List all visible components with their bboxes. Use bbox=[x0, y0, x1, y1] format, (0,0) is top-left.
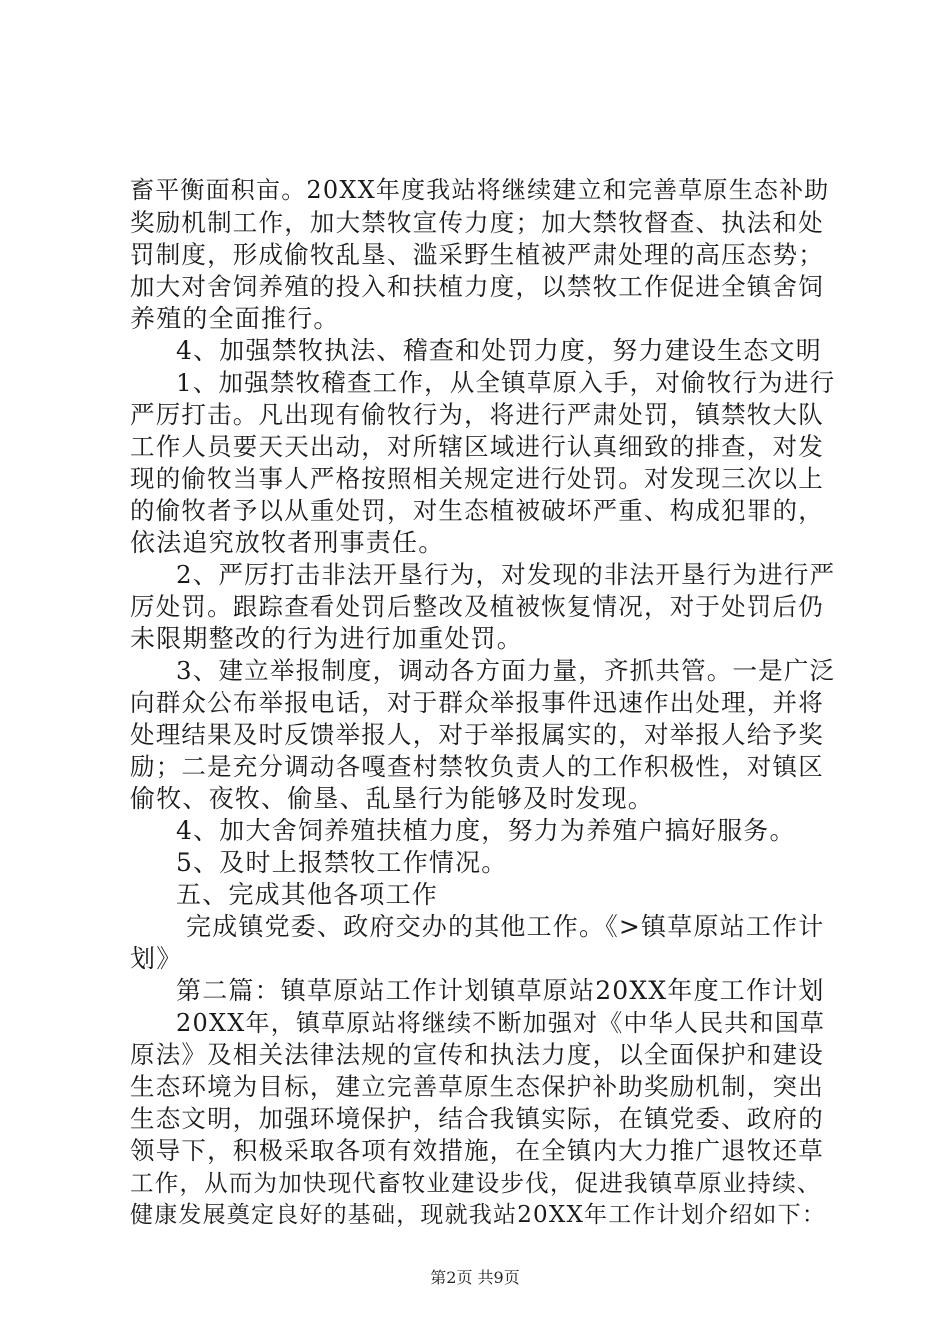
text-line: 工作人员要天天出动，对所辖区域进行认真细致的排查，对发 bbox=[130, 432, 824, 461]
section-heading: 4、加强禁牧执法、稽查和处罚力度，努力建设生态文明 bbox=[176, 336, 822, 365]
page-number: 第2页 共9页 bbox=[430, 1268, 520, 1287]
text-line: 励；二是充分调动各嘎查村禁牧负责人的工作积极性，对镇区 bbox=[130, 752, 824, 781]
text-line: 向群众公布举报电话，对于群众举报事件迅速作出处理，并将 bbox=[130, 688, 824, 717]
text-line: 生态环境为目标，建立完善草原生态保护补助奖励机制，突出 bbox=[130, 1072, 824, 1101]
text-line: 领导下，积极采取各项有效措施，在全镇内大力推广退牧还草 bbox=[130, 1136, 824, 1165]
text-line: 原法》及相关法律法规的宣传和执法力度，以全面保护和建设 bbox=[130, 1040, 824, 1069]
text-line: 完成镇党委、政府交办的其他工作。《>镇草原站工作计 bbox=[186, 912, 825, 941]
text-line: 20XX年，镇草原站将继续不断加强对《中华人民共和国草 bbox=[176, 1009, 826, 1037]
text-line: 未限期整改的行为进行加重处罚。 bbox=[130, 624, 524, 653]
text-line: 奖励机制工作，加大禁牧宣传力度；加大禁牧督查、执法和处 bbox=[130, 208, 824, 237]
text-line: 加大对舍饲养殖的投入和扶植力度，以禁牧工作促进全镇舍饲 bbox=[130, 272, 824, 301]
text-line: 依法追究放牧者刑事责任。 bbox=[130, 528, 445, 557]
text-line: 厉处罚。跟踪查看处罚后整改及植被恢复情况，对于处罚后仍 bbox=[130, 592, 824, 621]
text-line: 养殖的全面推行。 bbox=[130, 304, 340, 333]
text-line: 1、加强禁牧稽查工作，从全镇草原入手，对偷牧行为进行 bbox=[176, 368, 836, 397]
chapter-heading: 第二篇：镇草原站工作计划镇草原站20XX年度工作计划 bbox=[176, 976, 825, 1005]
text-line: 处理结果及时反馈举报人，对于举报属实的，对举报人给予奖 bbox=[130, 720, 824, 749]
text-line: 罚制度，形成偷牧乱垦、滥采野生植被严肃处理的高压态势； bbox=[130, 240, 824, 269]
text-line: 畜平衡面积亩。20XX年度我站将继续建立和完善草原生态补助 bbox=[130, 176, 830, 204]
section-heading: 五、完成其他各项工作 bbox=[176, 880, 439, 909]
text-line: 工作，从而为加快现代畜牧业建设步伐，促进我镇草原业持续、 bbox=[130, 1169, 822, 1197]
text-line: 现的偷牧当事人严格按照相关规定进行处罚。对发现三次以上 bbox=[130, 464, 824, 493]
text-line: 2、严厉打击非法开垦行为，对发现的非法开垦行为进行严 bbox=[176, 560, 836, 589]
text-line: 生态文明，加强环境保护，结合我镇实际，在镇党委、政府的 bbox=[130, 1104, 824, 1133]
text-line: 3、建立举报制度，调动各方面力量，齐抓共管。一是广泛 bbox=[176, 656, 836, 685]
text-line: 划》 bbox=[130, 944, 183, 973]
text-line: 4、加大舍饲养殖扶植力度，努力为养殖户搞好服务。 bbox=[176, 816, 796, 845]
text-line: 5、及时上报禁牧工作情况。 bbox=[176, 848, 508, 877]
text-line: 严厉打击。凡出现有偷牧行为，将进行严肃处罚，镇禁牧大队 bbox=[130, 400, 824, 429]
text-line: 健康发展奠定良好的基础，现就我站20XX年工作计划介绍如下： bbox=[130, 1202, 827, 1228]
text-line: 的偷牧者予以从重处罚，对生态植被破坏严重、构成犯罪的， bbox=[130, 496, 824, 525]
text-line: 偷牧、夜牧、偷垦、乱垦行为能够及时发现。 bbox=[130, 784, 655, 813]
